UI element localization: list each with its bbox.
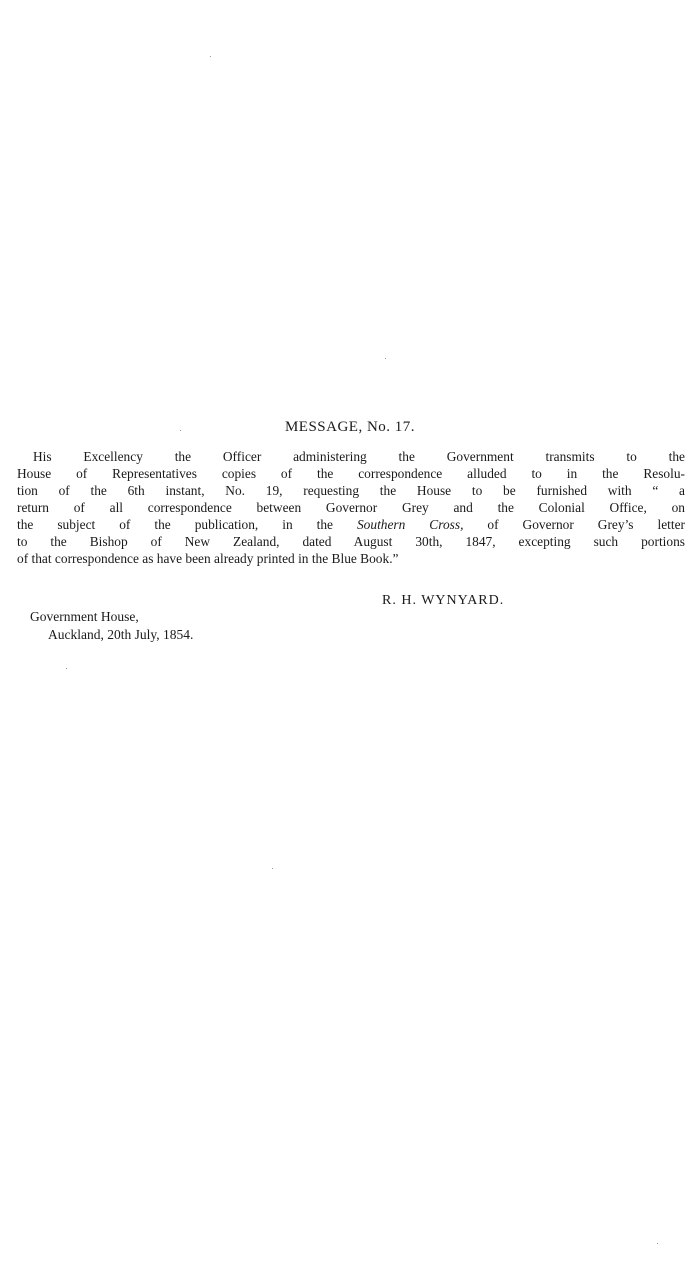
message-title: MESSAGE, No. 17.	[284, 419, 416, 435]
paper-speck	[180, 430, 181, 431]
paper-speck	[657, 1243, 658, 1244]
body-line: tion of the 6th instant, No. 19, requesting the House to be furnished with “ a	[17, 483, 685, 498]
paper-speck	[210, 56, 211, 57]
message-body	[17, 448, 685, 567]
body-line: House of Representatives copies of the correspondence alluded to in the Resolu-	[17, 466, 685, 481]
body-line: His Excellency the Officer administering the Government transmits to the	[33, 449, 685, 464]
body-line-part: of Governor Grey’s letter	[463, 517, 685, 532]
signature: R. H. WYNYARD.	[382, 593, 505, 608]
body-line: to the Bishop of New Zealand, dated August 30th, 1847, excepting such portions	[17, 534, 685, 549]
paper-speck	[66, 668, 67, 669]
body-line: of that correspondence as have been already printed in the Blue Book.”	[17, 551, 399, 566]
address-line: Government House,	[30, 609, 139, 624]
body-line-part: the subject of the publication, in the	[17, 517, 357, 532]
newspaper-title: Southern Cross,	[356, 517, 464, 532]
paper-speck	[385, 358, 386, 359]
paper-speck	[272, 868, 273, 869]
body-line-with-italic	[17, 516, 685, 533]
date-line: Auckland, 20th July, 1854.	[48, 627, 194, 642]
body-line: return of all correspondence between Governor Grey and the Colonial Office, on	[17, 500, 685, 515]
